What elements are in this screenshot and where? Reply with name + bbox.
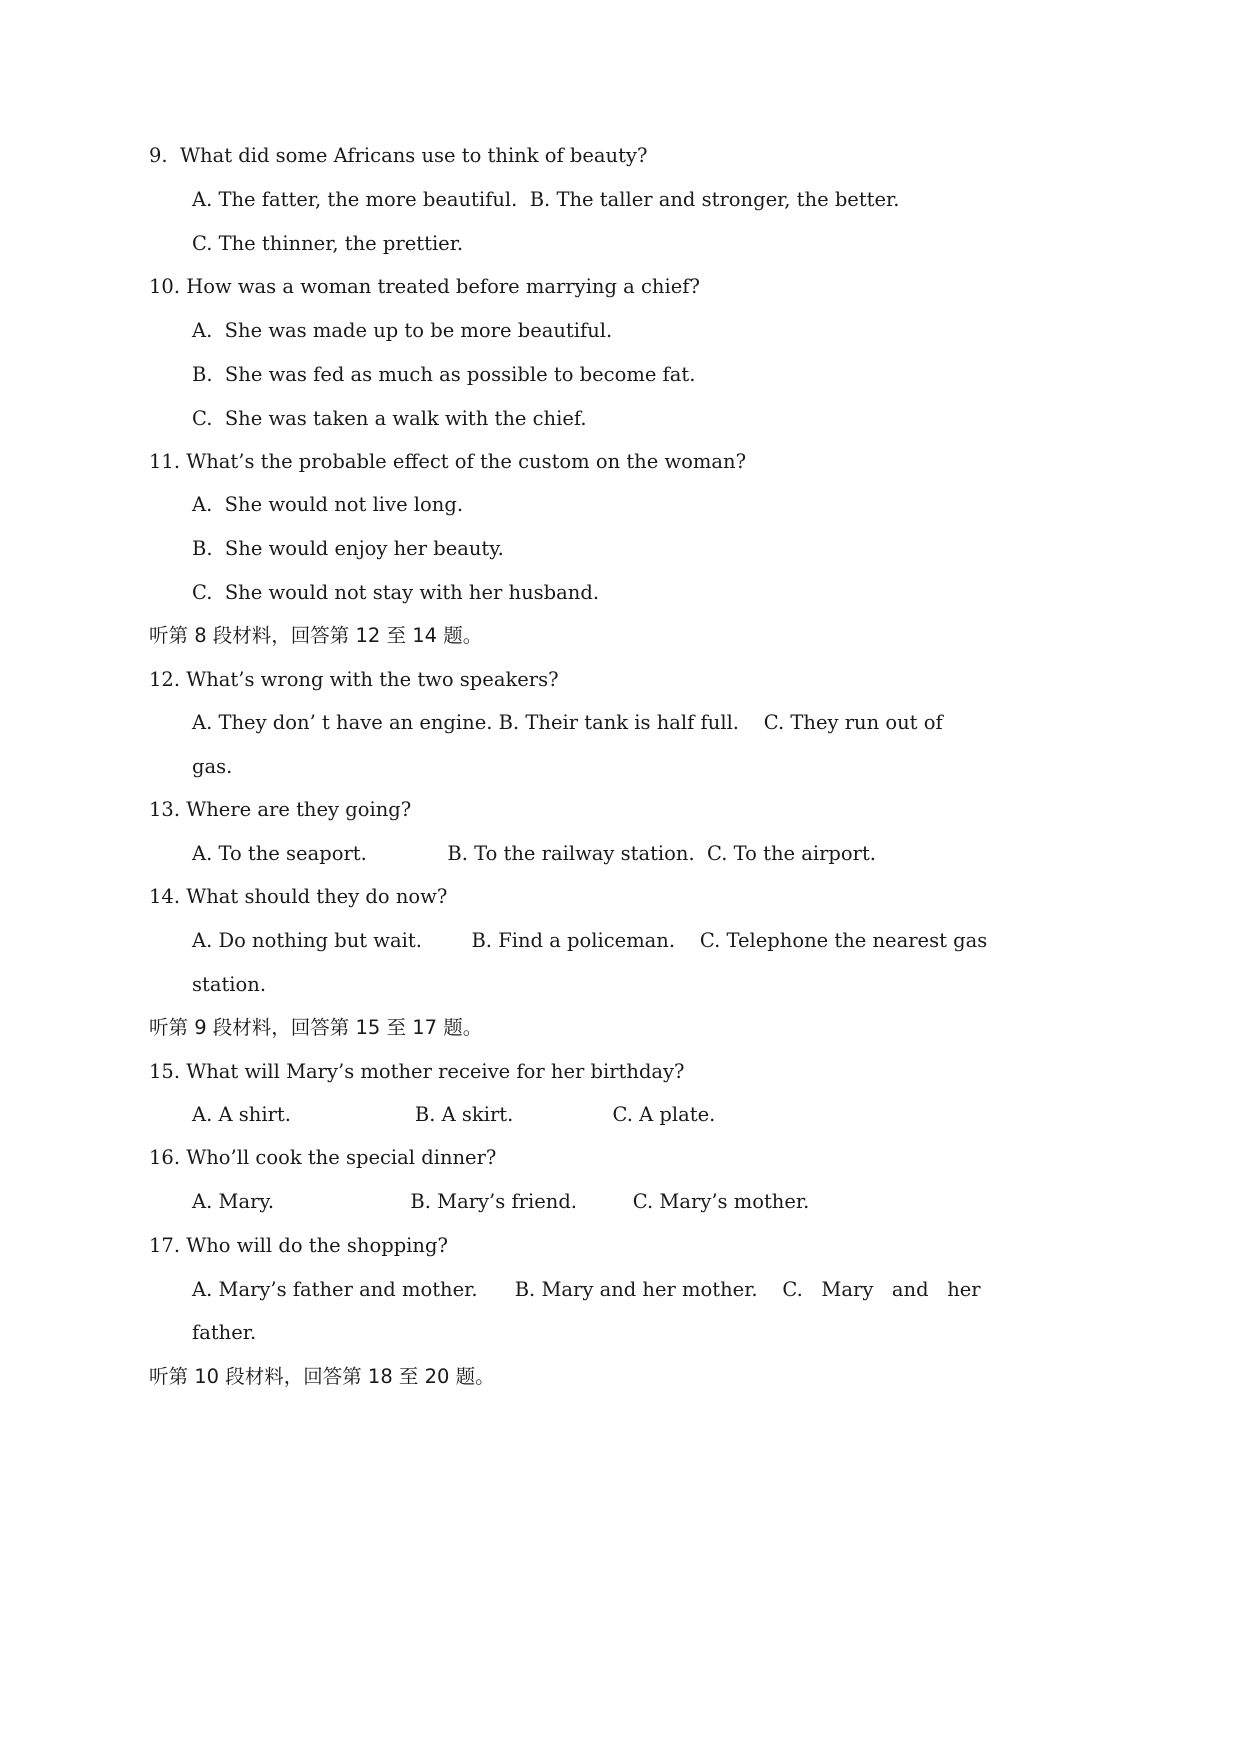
question-11: 11. What’s the probable effect of the custom on the woman? <box>149 450 747 473</box>
question-17-options-continued: father. <box>192 1321 257 1344</box>
question-15: 15. What will Mary’s mother receive for her birthday? <box>149 1060 685 1083</box>
question-11-option-c: C. She would not stay with her husband. <box>192 581 600 604</box>
section-heading-9: 听第 9 段材料，回答第 15 至 17 题。 <box>149 1016 483 1039</box>
question-9-option-c: C. The thinner, the prettier. <box>192 232 464 255</box>
question-15-options: A. A shirt. B. A skirt. C. A plate. <box>192 1103 716 1126</box>
question-10-option-b: B. She was fed as much as possible to become fat. <box>192 363 696 386</box>
question-14: 14. What should they do now? <box>149 885 448 908</box>
question-17-options: A. Mary’s father and mother. B. Mary and her mother. C. Mary and her <box>192 1278 981 1301</box>
section-heading-10: 听第 10 段材料，回答第 18 至 20 题。 <box>149 1365 495 1388</box>
question-12-options-continued: gas. <box>192 755 233 778</box>
question-14-options-continued: station. <box>192 973 267 996</box>
question-10-option-c: C. She was taken a walk with the chief. <box>192 407 587 430</box>
section-heading-8: 听第 8 段材料，回答第 12 至 14 题。 <box>149 624 483 647</box>
question-10-option-a: A. She was made up to be more beautiful. <box>192 319 613 342</box>
question-14-options: A. Do nothing but wait. B. Find a policeman. C. Telephone the nearest gas <box>192 929 988 952</box>
question-11-option-a: A. She would not live long. <box>192 493 464 516</box>
question-11-option-b: B. She would enjoy her beauty. <box>192 537 504 560</box>
question-9: 9. What did some Africans use to think of beauty? <box>149 144 648 167</box>
question-17: 17. Who will do the shopping? <box>149 1234 448 1257</box>
question-9-options-ab: A. The fatter, the more beautiful. B. The taller and stronger, the better. <box>192 188 900 211</box>
question-16-options: A. Mary. B. Mary’s friend. C. Mary’s mother. <box>192 1190 810 1213</box>
question-16: 16. Who’ll cook the special dinner? <box>149 1146 497 1169</box>
question-13: 13. Where are they going? <box>149 798 412 821</box>
question-13-options: A. To the seaport. B. To the railway station. C. To the airport. <box>192 842 877 865</box>
question-12-options: A. They don’ t have an engine. B. Their tank is half full. C. They run out of <box>192 711 943 734</box>
question-10: 10. How was a woman treated before marrying a chief? <box>149 275 700 298</box>
question-12: 12. What’s wrong with the two speakers? <box>149 668 559 691</box>
